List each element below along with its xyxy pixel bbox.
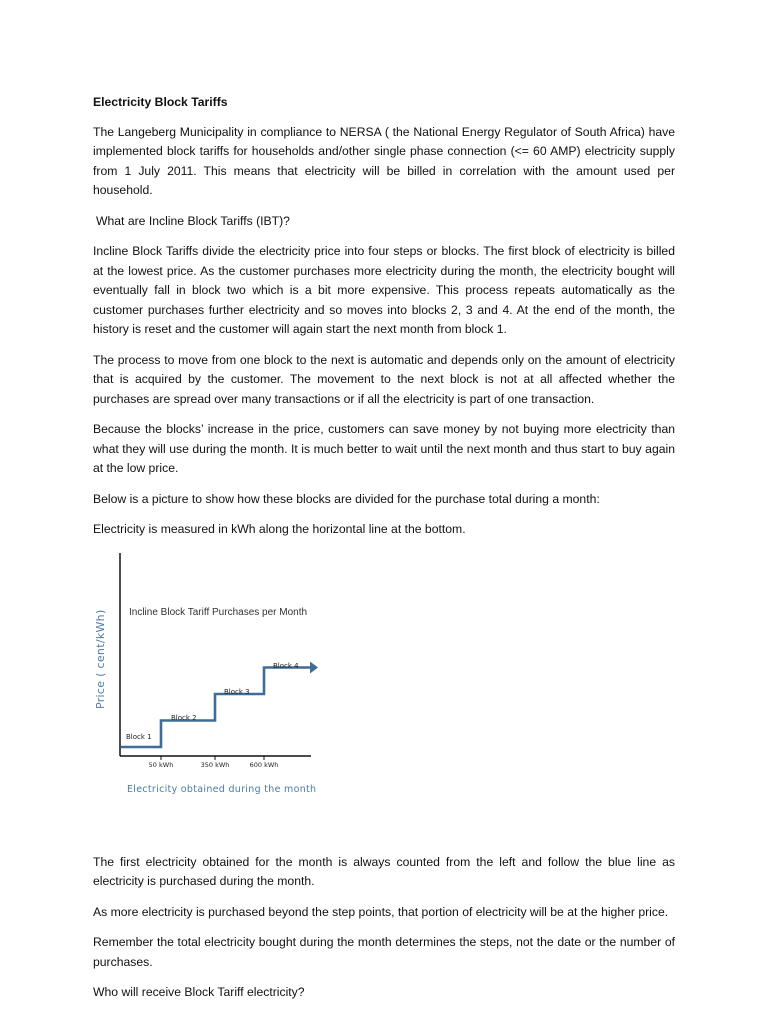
x-tick-label-3: 600 kWh [249,760,279,769]
block-label-3: Block 3 [224,687,250,696]
block-label-group [126,662,299,741]
paragraph-total-determines: Remember the total electricity bought during the month determines the steps, not the date or the number of purchases. [93,935,675,969]
document-title: Electricity Block Tariffs [93,95,228,109]
paragraph-save-money: Because the blocks’ increase in the price, customers can save money by not buying more electricity than what they will use during the month. It is much better to wait until the next month and thus start to buy again at the low price. [93,422,675,475]
x-tick-group [149,756,279,769]
paragraph-measured-kwh: Electricity is measured in kWh along the horizontal line at the bottom. [93,522,466,536]
x-axis-label: Electricity obtained during the month [127,783,317,795]
paragraph-step-points: As more electricity is purchased beyond the step points, that portion of electricity will be at the higher price. [93,904,669,919]
paragraph-picture-intro: Below is a picture to show how these blocks are divided for the purchase total during a month: [93,491,600,506]
paragraph-intro: The Langeberg Municipality in compliance to NERSA ( the National Energy Regulator of South Africa) have implemented block tariffs for households and/other single phase connection (<= 60 AMP) electricity supply from 1 July 2011. This means that electricity will be billed in correlation with the amount used per household. [93,124,675,197]
y-axis-label: Price ( cent/kWh) [94,608,107,709]
paragraph-follow-blue-line: The first electricity obtained for the month is always counted from the left and follow the blue line as electricity is purchased during the month. [93,854,675,888]
question-what-is-ibt: What are Incline Block Tariffs (IBT)? [96,213,290,228]
document-page [93,93,675,1014]
paragraph-automatic-process: The process to move from one block to the next is automatic and depends only on the amount of electricity that is acquired by the customer. The movement to the next block is not at all affected whether the purchases are spread over many transactions or if all the electricity is part of one transaction. [93,352,675,406]
x-tick-label-1: 50 kWh [148,760,174,769]
chart-svg [93,551,675,813]
block-label-2: Block 2 [171,713,197,722]
question-who-receives: Who will receive Block Tariff electricity? [93,985,305,999]
block-label-1: Block 1 [126,732,152,741]
block-tariff-chart [93,551,675,813]
x-tick-label-2: 350 kWh [200,760,230,769]
step-line-arrowhead [310,661,318,673]
paragraph-ibt-explained: Incline Block Tariffs divide the electricity price into four steps or blocks. The first block of electricity is billed at the lowest price. As the customer purchases more electricity during the month, the electricity bought will eventually fall in block two which is a bit more expensive. This process repeats automatically as the customer purchases further electricity and so moves into blocks 2, 3 and 4. At the end of the month, the history is reset and the customer will again start the next month from block 1. [93,244,675,336]
chart-title: Incline Block Tariff Purchases per Month [129,606,308,618]
block-label-4: Block 4 [273,661,299,670]
